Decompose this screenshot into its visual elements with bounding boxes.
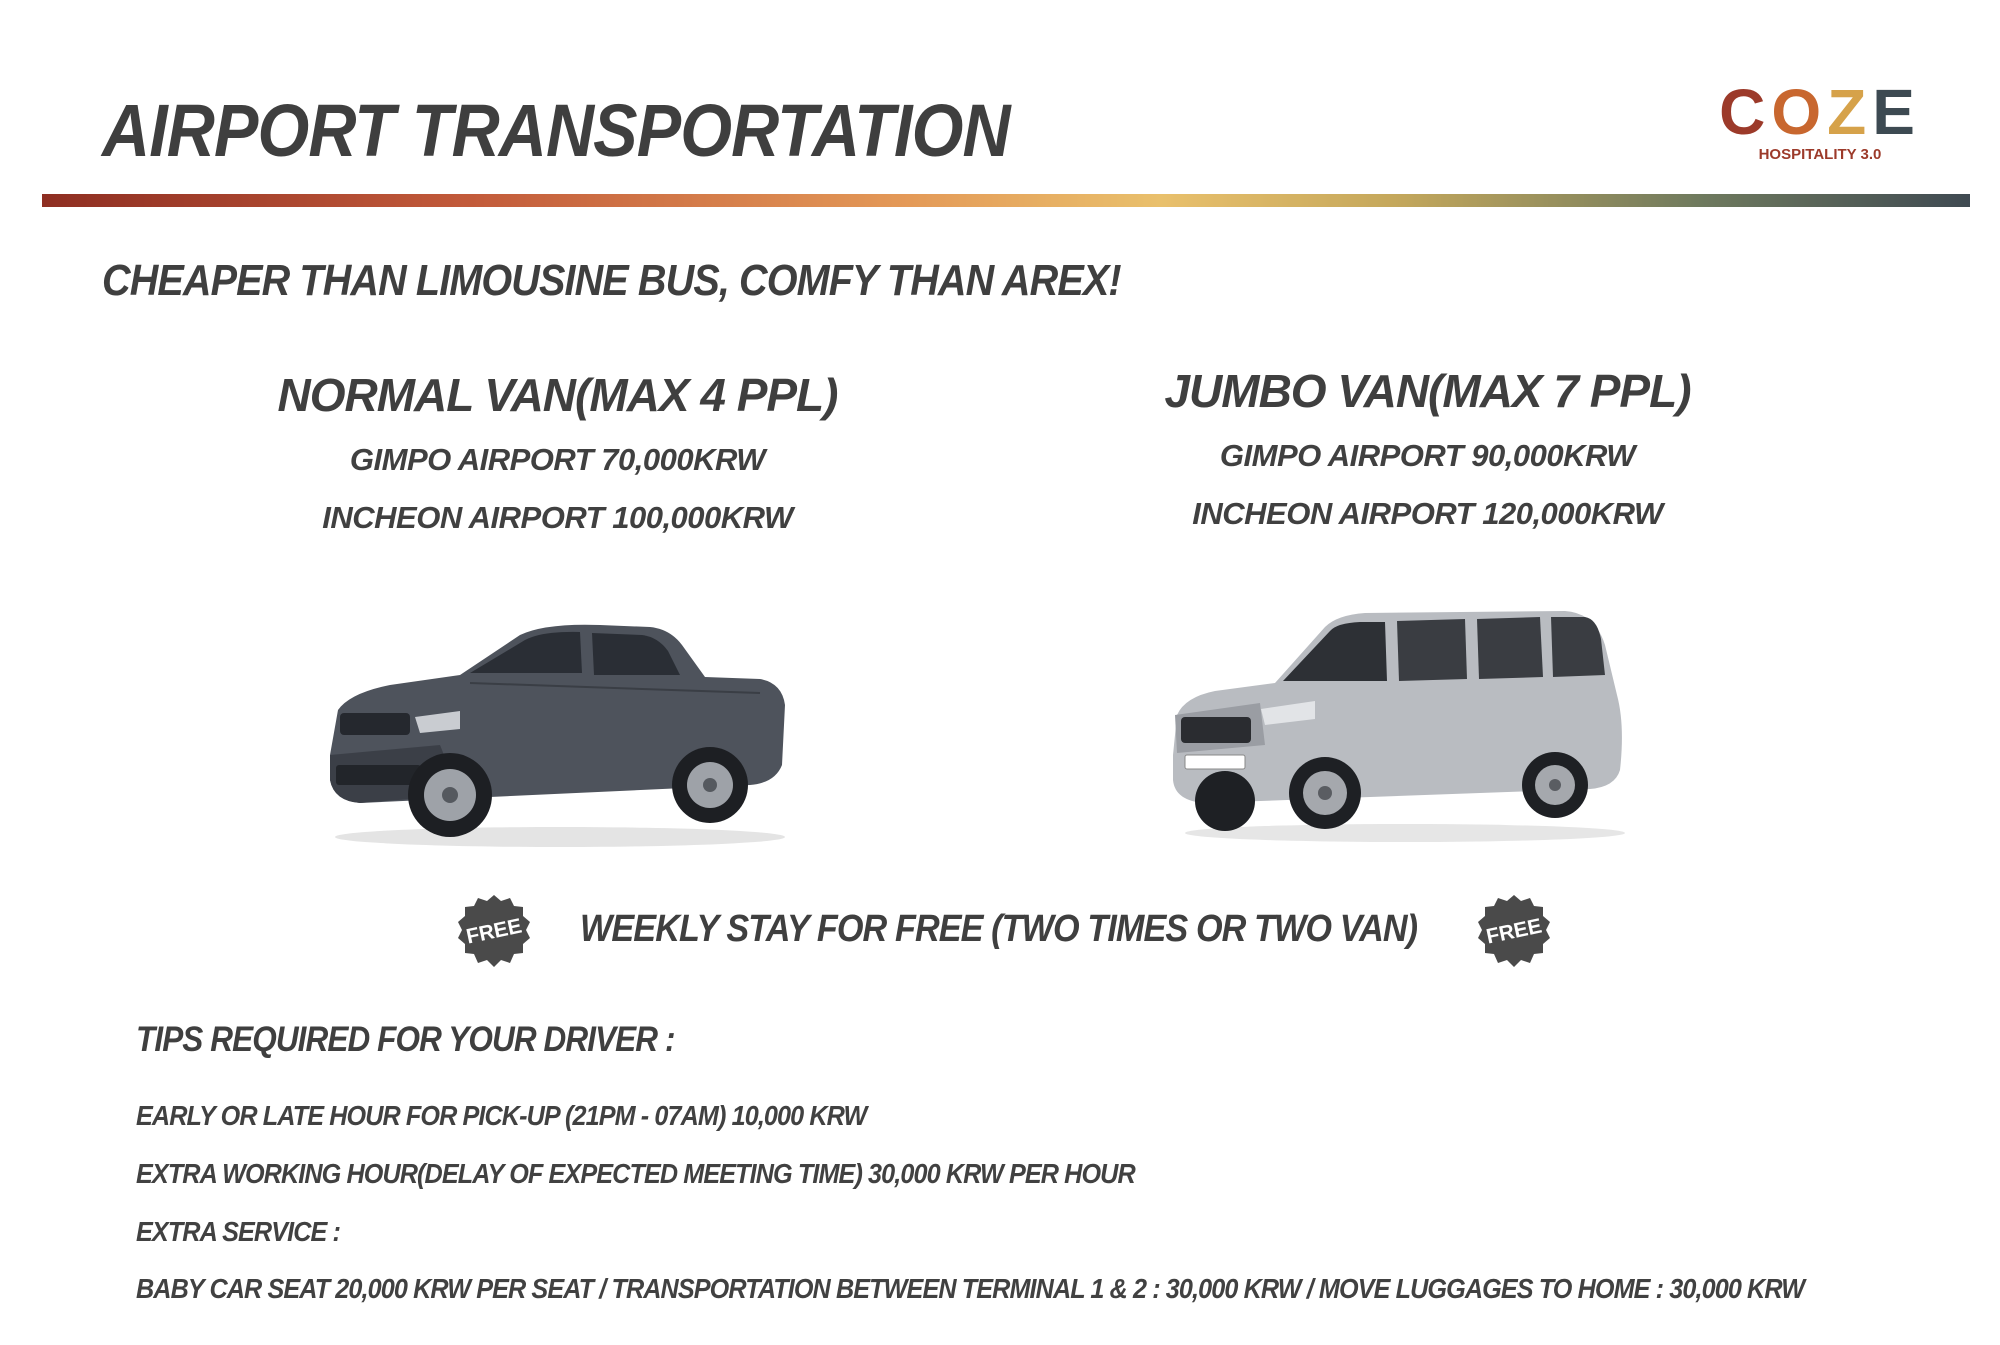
page-title: AIRPORT TRANSPORTATION	[102, 89, 1010, 172]
normal-van-pricing	[245, 368, 870, 536]
van-name: NORMAL VAN(MAX 4 PPL)	[277, 369, 838, 421]
tip-line: EXTRA SERVICE :	[136, 1216, 341, 1247]
incheon-price: INCHEON AIRPORT 100,000KRW	[322, 500, 793, 535]
coze-logo	[1700, 76, 1940, 163]
gimpo-price: GIMPO AIRPORT 90,000KRW	[1219, 438, 1636, 473]
gimpo-price: GIMPO AIRPORT 70,000KRW	[349, 442, 766, 477]
free-badge-icon	[456, 893, 532, 969]
gradient-divider	[42, 194, 1970, 207]
logo-wordmark: COZE	[1719, 76, 1921, 148]
free-badge-label: FREE	[1484, 914, 1544, 949]
weekly-promo: WEEKLY STAY FOR FREE (TWO TIMES OR TWO VAN)	[580, 908, 1418, 950]
tip-line: EARLY OR LATE HOUR FOR PICK-UP (21PM - 07AM) 10,000 KRW	[136, 1100, 867, 1131]
tip-line: BABY CAR SEAT 20,000 KRW PER SEAT / TRANSPORTATION BETWEEN TERMINAL 1 & 2 : 30,000 KRW / MOVE LUGGAGES TO HOME : 30,000 KRW	[136, 1273, 1805, 1304]
normal-van-image	[320, 605, 800, 850]
van-name: JUMBO VAN(MAX 7 PPL)	[1164, 365, 1691, 417]
tip-line: EXTRA WORKING HOUR(DELAY OF EXPECTED MEETING TIME) 30,000 KRW PER HOUR	[136, 1158, 1135, 1189]
tagline: CHEAPER THAN LIMOUSINE BUS, COMFY THAN AREX!	[102, 256, 1121, 305]
free-badge-label: FREE	[464, 914, 524, 949]
jumbo-van-image	[1165, 605, 1635, 845]
logo-subtitle: HOSPITALITY 3.0	[1758, 146, 1882, 163]
jumbo-van-pricing	[1115, 364, 1740, 532]
incheon-price: INCHEON AIRPORT 120,000KRW	[1192, 496, 1663, 531]
free-badge-icon	[1476, 893, 1552, 969]
tips-title: TIPS REQUIRED FOR YOUR DRIVER :	[136, 1020, 675, 1059]
